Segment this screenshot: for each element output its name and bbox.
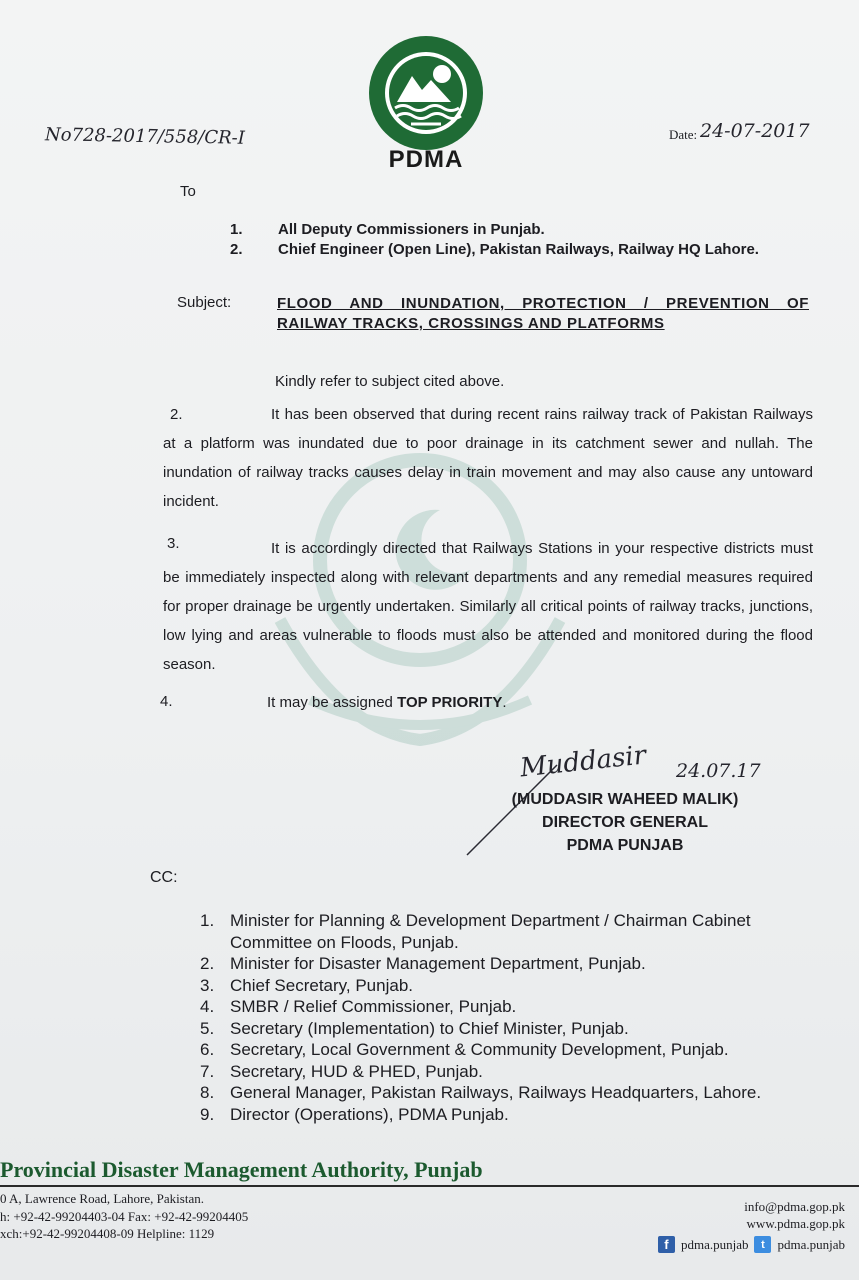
footer-contact: 0 A, Lawrence Road, Lahore, Pakistan. h: +92-42-99204403-04 Fax: +92-42-99204405 xch:+92-42-99204408-09 Helpline: 1129 — [0, 1191, 249, 1241]
paragraph-2-number: 2. — [170, 406, 183, 423]
footer-social — [658, 1236, 845, 1253]
facebook-handle[interactable]: pdma.punjab — [680, 1237, 749, 1252]
cc-item: 4. SMBR / Relief Commissioner, Punjab. — [200, 997, 517, 1016]
twitter-icon: t — [754, 1236, 771, 1253]
cc-item: 3. Chief Secretary, Punjab. — [200, 975, 413, 995]
date-label: Date: — [669, 127, 698, 142]
subject-label: Subject: — [177, 294, 232, 311]
cc-item: 1. Minister for Planning & Development Department / Chairman Cabinet Committee on Floods, Punjab. — [200, 911, 751, 952]
paragraph-3: It is accordingly directed that Railways Stations in your respective districts must be immediately inspected along with relevant departments and any remedial measures required for proper drainage be urgently undertaken. Similarly all critical points of railway tracks, junctions, low lying and areas vulnerable to floods must also be attended and monitored during the flood season. — [163, 540, 813, 673]
cc-item: 9. Director (Operations), PDMA Punjab. — [200, 1104, 509, 1124]
cc-item: 2. Minister for Disaster Management Department, Punjab. — [200, 954, 646, 973]
paragraph-1: Kindly refer to subject cited above. — [275, 373, 505, 390]
subject-text: FLOOD AND INUNDATION, PROTECTION / PREVENTION OF RAILWAY TRACKS, CROSSINGS AND PLATFORMS — [277, 295, 809, 332]
cc-item: 6. Secretary, Local Government & Community Development, Punjab. — [200, 1040, 729, 1059]
date-value: 24-07-2017 — [700, 120, 810, 142]
paragraph-3-number: 3. — [167, 535, 180, 552]
footer-organization: Provincial Disaster Management Authority, Punjab — [0, 1157, 483, 1182]
cc-item: 8. General Manager, Pakistan Railways, Railways Headquarters, Lahore. — [200, 1083, 762, 1102]
addressee-1: 1. All Deputy Commissioners in Punjab. — [230, 221, 545, 238]
signature-block: (MUDDASIR WAHEED MALIK) DIRECTOR GENERAL PDMA PUNJAB — [511, 791, 739, 854]
logo-title: PDMA — [388, 146, 464, 173]
cc-item: 5. Secretary (Implementation) to Chief Minister, Punjab. — [200, 1018, 629, 1038]
paragraph-2: It has been observed that during recent rains railway track of Pakistan Railways at a platform was inundated due to poor drainage in its catchment sewer and nullah. The inundation of railway tracks causes delay in train movement and may also cause any untoward incident. — [163, 406, 813, 510]
footer-online — [658, 1198, 845, 1253]
facebook-icon: f — [658, 1236, 675, 1253]
reference-number: No728-2017/558/CR-I — [44, 124, 246, 149]
footer-divider — [0, 1185, 859, 1187]
paragraph-4: It may be assigned TOP PRIORITY. — [267, 694, 507, 711]
footer-website[interactable]: www.pdma.gop.pk — [746, 1216, 845, 1231]
paragraph-4-number: 4. — [160, 693, 173, 710]
cc-item: 7. Secretary, HUD & PHED, Punjab. — [200, 1061, 483, 1081]
twitter-handle[interactable]: pdma.punjab — [777, 1237, 845, 1252]
pdma-logo — [367, 34, 485, 152]
footer-email[interactable]: info@pdma.gop.pk — [744, 1199, 845, 1214]
cc-label: CC: — [150, 869, 178, 886]
signature-date: 24.07.17 — [676, 760, 761, 782]
signature-scribble: Muddasir — [518, 740, 648, 784]
cc-list — [200, 910, 830, 1125]
to-label: To — [180, 183, 196, 200]
addressee-2: 2. Chief Engineer (Open Line), Pakistan Railways, Railway HQ Lahore. — [230, 241, 759, 258]
